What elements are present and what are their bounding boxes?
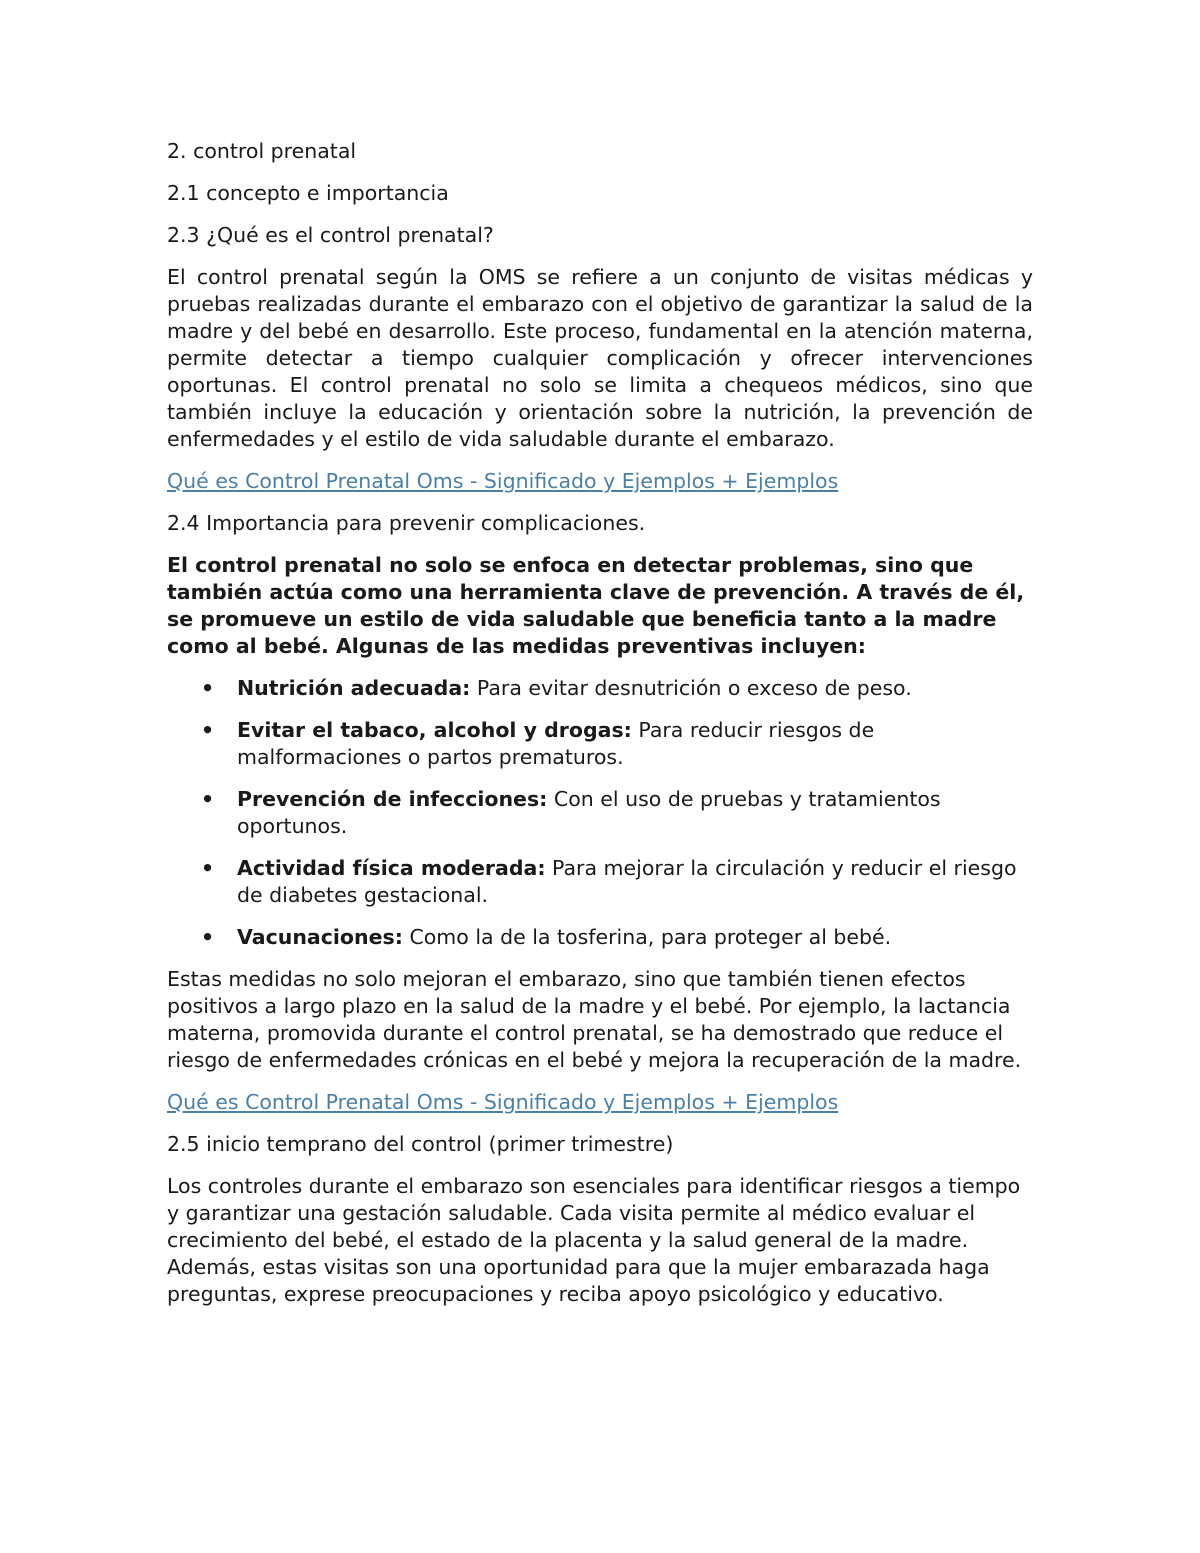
list-item-term: Actividad física moderada:: [237, 856, 546, 880]
document-page: [167, 138, 1033, 1323]
bullet-icon: •: [201, 676, 215, 700]
list-item: [167, 717, 1033, 771]
list-item: [167, 675, 1033, 702]
bullet-icon: •: [201, 856, 215, 880]
list-item: [167, 924, 1033, 951]
paragraph-controles-embarazo: Los controles durante el embarazo son esenciales para identificar riesgos a tiempo y garantizar una gestación saludable. Cada visita permite al médico evaluar el crecimiento del bebé, el estado de la placenta y la salud general de la madre. Además, estas visitas son una oportunidad para que la mujer embarazada haga preguntas, exprese preocupaciones y reciba apoyo psicológico y educativo.: [167, 1174, 1021, 1306]
list-item-text: Para reducir riesgos de malformaciones o partos prematuros.: [237, 718, 875, 769]
list-item: [167, 786, 1033, 840]
heading-que-es-control-prenatal: 2.3 ¿Qué es el control prenatal?: [167, 223, 494, 247]
bullet-icon: •: [201, 787, 215, 811]
list-item: [167, 855, 1033, 909]
reference-link-2[interactable]: Qué es Control Prenatal Oms - Significado y Ejemplos + Ejemplos: [167, 1090, 839, 1114]
bullet-icon: •: [201, 718, 215, 742]
link-paragraph-2: [167, 1089, 1033, 1116]
list-item-text: Como la de la tosferina, para proteger al bebé.: [402, 925, 892, 949]
heading-control-prenatal: 2. control prenatal: [167, 139, 357, 163]
heading-concepto-importancia: 2.1 concepto e importancia: [167, 181, 449, 205]
paragraph-definicion-oms: El control prenatal según la OMS se refiere a un conjunto de visitas médicas y pruebas realizadas durante el embarazo con el objetivo de garantizar la salud de la madre y del bebé en desarrollo. Este proceso, fundamental en la atención materna, permite detectar a tiempo cualquier complicación y ofrecer intervenciones oportunas. El control prenatal no solo se limita a chequeos médicos, sino que también incluye la educación y orientación sobre la nutrición, la prevención de enfermedades y el estilo de vida saludable durante el embarazo.: [167, 265, 1033, 451]
paragraph-efectos-positivos: Estas medidas no solo mejoran el embarazo, sino que también tienen efectos positivos a largo plazo en la salud de la madre y el bebé. Por ejemplo, la lactancia materna, promovida durante el control prenatal, se ha demostrado que reduce el riesgo de enfermedades crónicas en el bebé y mejora la recuperación de la madre.: [167, 967, 1022, 1072]
link-paragraph-1: [167, 468, 1033, 495]
list-item-term: Evitar el tabaco, alcohol y drogas:: [237, 718, 632, 742]
list-item-text: Para evitar desnutrición o exceso de peso.: [470, 676, 912, 700]
list-item-term: Nutrición adecuada:: [237, 676, 471, 700]
paragraph-prevencion-bold: El control prenatal no solo se enfoca en detectar problemas, sino que también actúa como una herramienta clave de prevención. A través de él, se promueve un estilo de vida saludable que beneficia tanto a la madre como al bebé. Algunas de las medidas preventivas incluyen:: [167, 553, 1025, 658]
list-item-text: Para mejorar la circulación y reducir el riesgo de diabetes gestacional.: [237, 856, 1017, 907]
list-item-text: Con el uso de pruebas y tratamientos oportunos.: [237, 787, 941, 838]
reference-link-1[interactable]: Qué es Control Prenatal Oms - Significado y Ejemplos + Ejemplos: [167, 469, 839, 493]
bullet-icon: •: [201, 925, 215, 949]
heading-inicio-temprano: 2.5 inicio temprano del control (primer trimestre): [167, 1132, 674, 1156]
list-item-term: Prevención de infecciones:: [237, 787, 548, 811]
preventive-measures-list: [167, 675, 1033, 951]
list-item-term: Vacunaciones:: [237, 925, 403, 949]
heading-importancia-prevenir: 2.4 Importancia para prevenir complicaciones.: [167, 511, 646, 535]
